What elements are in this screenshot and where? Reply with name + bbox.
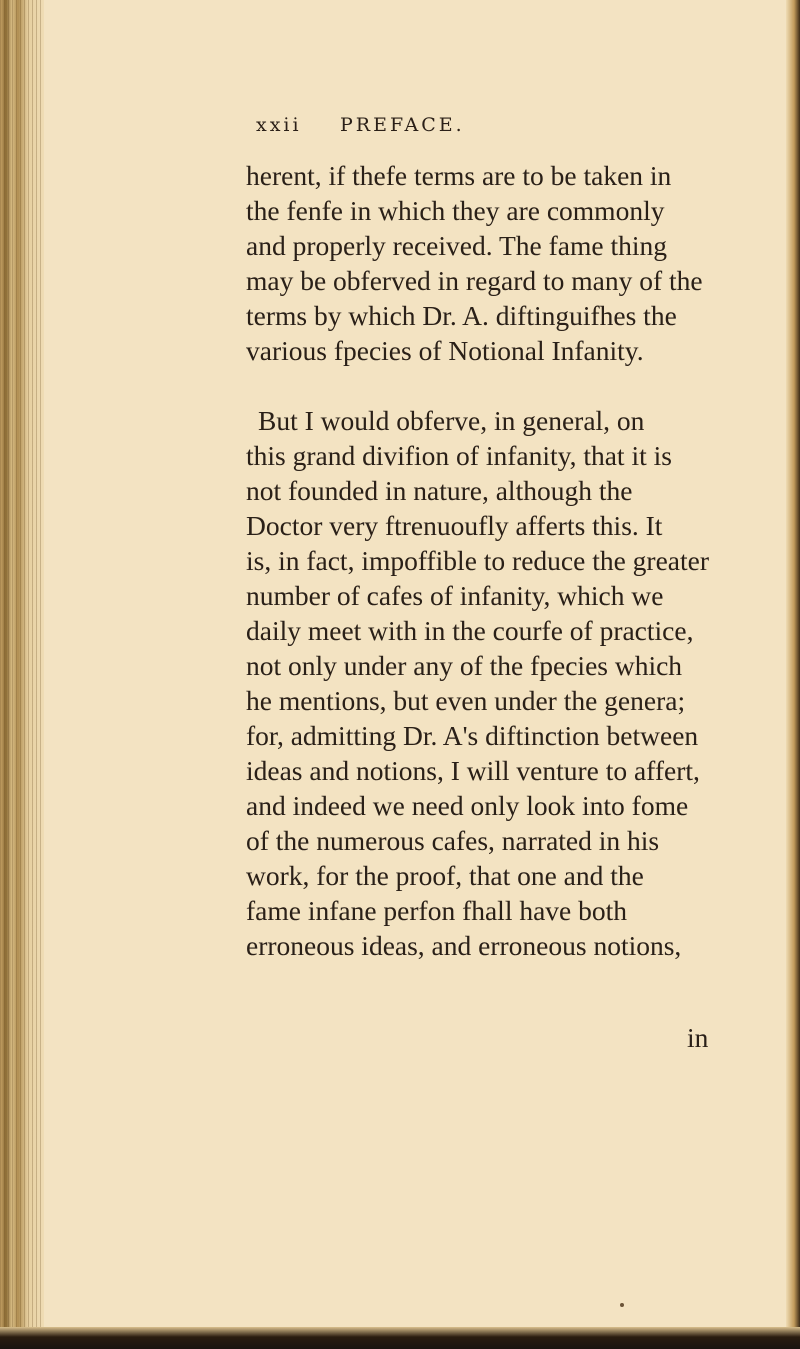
paper-speck (620, 1303, 624, 1307)
text-line: terms by which Dr. A. diftinguifhes the (246, 300, 677, 331)
page-body (246, 158, 736, 963)
text-line: the fenfe in which they are commonly (246, 195, 665, 226)
text-line: and indeed we need only look into fome (246, 790, 689, 821)
running-head-title: PREFACE. (340, 114, 465, 136)
text-line: not only under any of the fpecies which (246, 650, 683, 681)
text-line: is, in fact, impoffible to reduce the greater (246, 545, 709, 576)
text-line: may be obferved in regard to many of the (246, 265, 703, 296)
text-line: Doctor very ftrenuoufly afferts this. It (246, 510, 663, 541)
paragraph-gap (246, 368, 736, 403)
text-line: this grand divifion of infanity, that it is (246, 440, 672, 471)
text-line: not founded in nature, although the (246, 475, 633, 506)
text-line: work, for the proof, that one and the (246, 860, 644, 891)
text-line: he mentions, but even under the genera; (246, 685, 686, 716)
text-line: fame infane perfon fhall have both (246, 895, 628, 926)
text-line: and properly received. The fame thing (246, 230, 667, 261)
text-line: daily meet with in the courfe of practice, (246, 615, 694, 646)
text-line: But I would obferve, in general, on (258, 405, 645, 436)
text-line: herent, if thefe terms are to be taken in (246, 160, 672, 191)
catchword: in (687, 1022, 709, 1053)
paragraph-2 (246, 403, 736, 963)
text-line: ideas and notions, I will venture to affert, (246, 755, 700, 786)
text-line: of the numerous cafes, narrated in his (246, 825, 660, 856)
page-right-edge (786, 0, 800, 1349)
paragraph-1 (246, 158, 736, 368)
text-line: number of cafes of infanity, which we (246, 580, 664, 611)
page-bottom-edge (0, 1327, 800, 1349)
text-line: erroneous ideas, and erroneous notions, (246, 930, 682, 961)
page-number: xxii (256, 114, 302, 136)
text-line: for, admitting Dr. A's diftinction between (246, 720, 699, 751)
gutter-texture (0, 0, 44, 1349)
text-line: various fpecies of Notional Infanity. (246, 335, 644, 366)
